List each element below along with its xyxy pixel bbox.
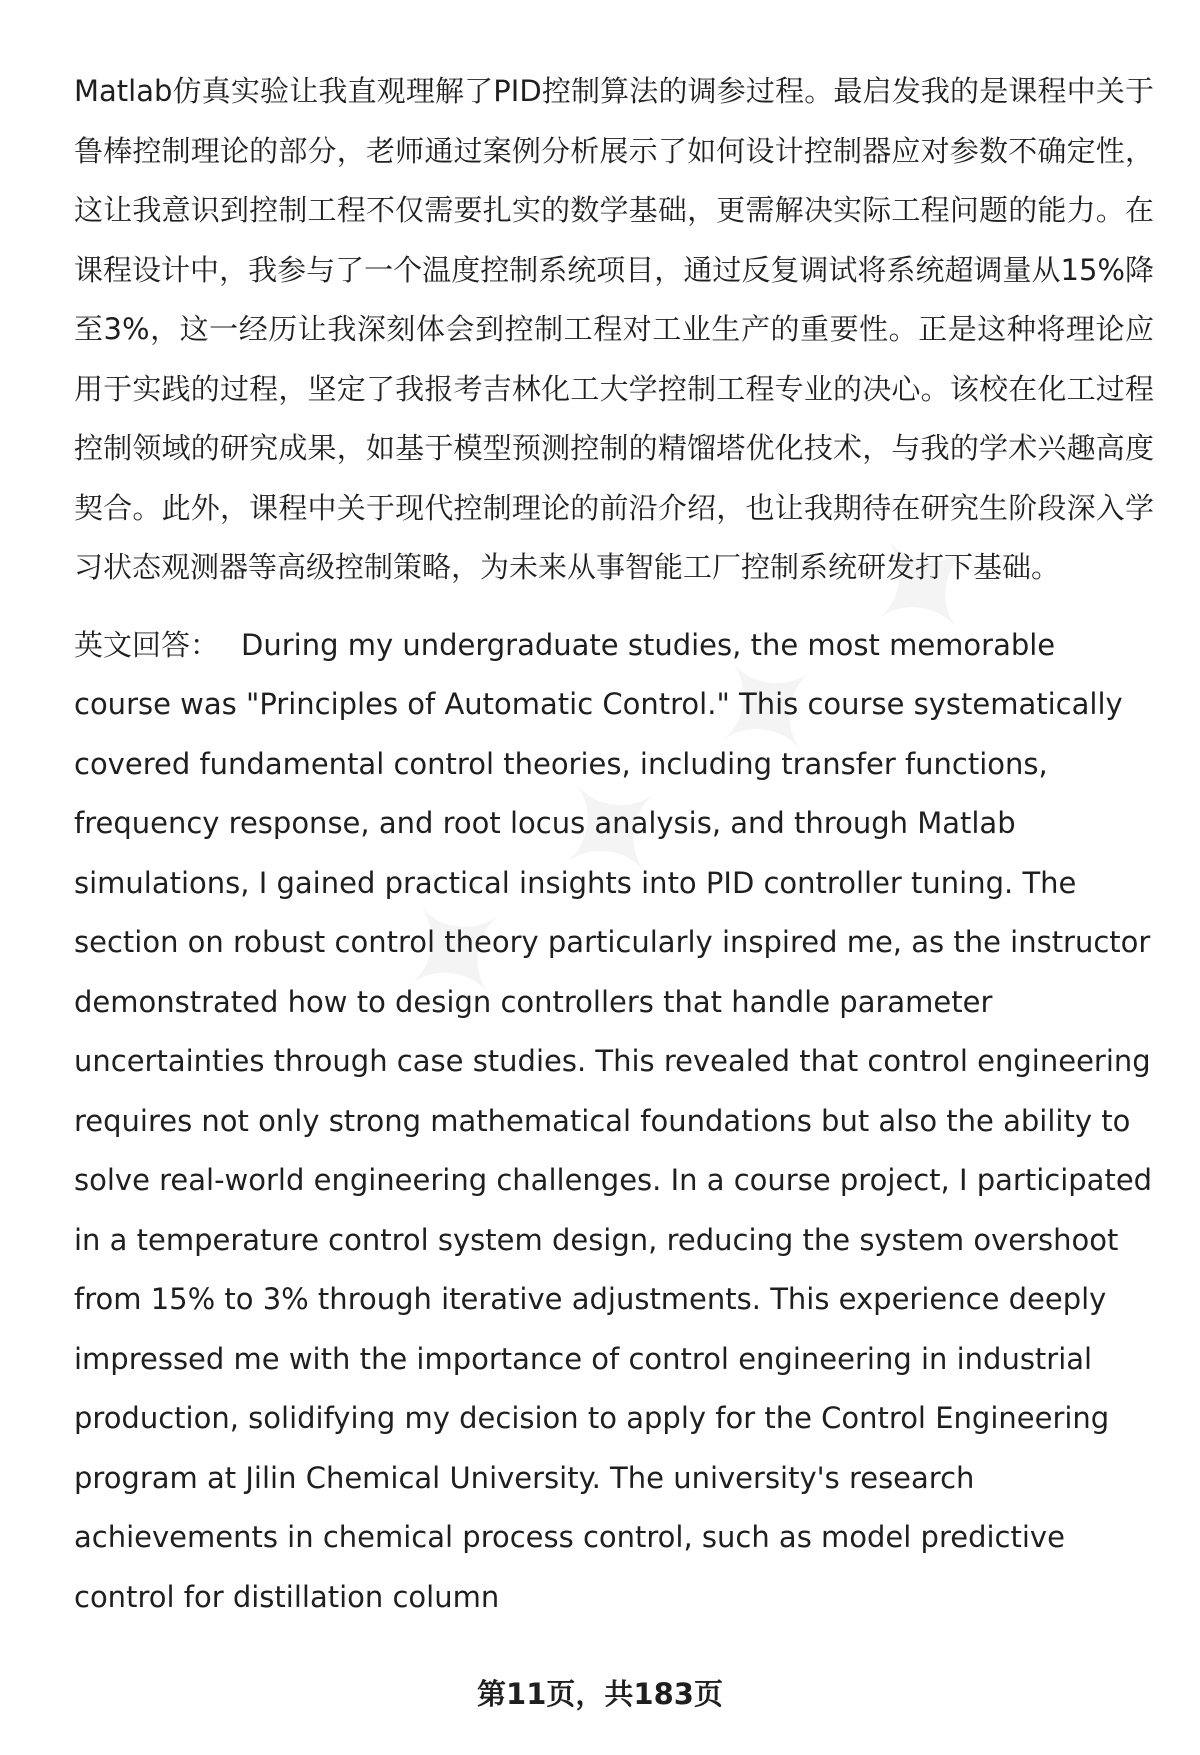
english-answer-label: 英文回答： xyxy=(74,627,220,662)
document-body xyxy=(74,62,1154,1627)
page-number: 第11页，共183页 xyxy=(477,1677,723,1711)
chinese-answer-paragraph: Matlab仿真实验让我直观理解了PID控制算法的调参过程。最启发我的是课程中关于鲁棒控制理论的部分，老师通过案例分析展示了如何设计控制器应对参数不确定性，这让我意识到控制工程不仅需要扎实的数学基础，更需解决实际工程问题的能力。在课程设计中，我参与了一个温度控制系统项目，通过反复调试将系统超调量从15%降至3%，这一经历让我深刻体会到控制工程对工业生产的重要性。正是这种将理论应用于实践的过程，坚定了我报考吉林化工大学控制工程专业的决心。该校在化工过程控制领域的研究成果，如基于模型预测控制的精馏塔优化技术，与我的学术兴趣高度契合。此外，课程中关于现代控制理论的前沿介绍，也让我期待在研究生阶段深入学习状态观测器等高级控制策略，为未来从事智能工厂控制系统研发打下基础。 xyxy=(74,74,1154,584)
english-answer-paragraph xyxy=(74,616,1154,1628)
english-answer-text: During my undergraduate studies, the most memorable course was "Principles of Automatic Control." This course systematically covered fundamental control theories, including transfer functions, frequency response, and root locus analysis, and through Matlab simulations, I gained practical insights into PID controller tuning. The section on robust control theory particularly inspired me, as the instructor demonstrated how to design controllers that handle parameter uncertainties through case studies. This revealed that control engineering requires not only strong mathematical foundations but also the ability to solve real-world engineering challenges. In a course project, I participated in a temperature control system design, reducing the system overshoot from 15% to 3% through iterative adjustments. This experience deeply impressed me with the importance of control engineering in industrial production, solidifying my decision to apply for the Control Engineering program at Jilin Chemical University. The university's research achievements in chemical process control, such as model predictive control for distillation column xyxy=(74,627,1153,1614)
